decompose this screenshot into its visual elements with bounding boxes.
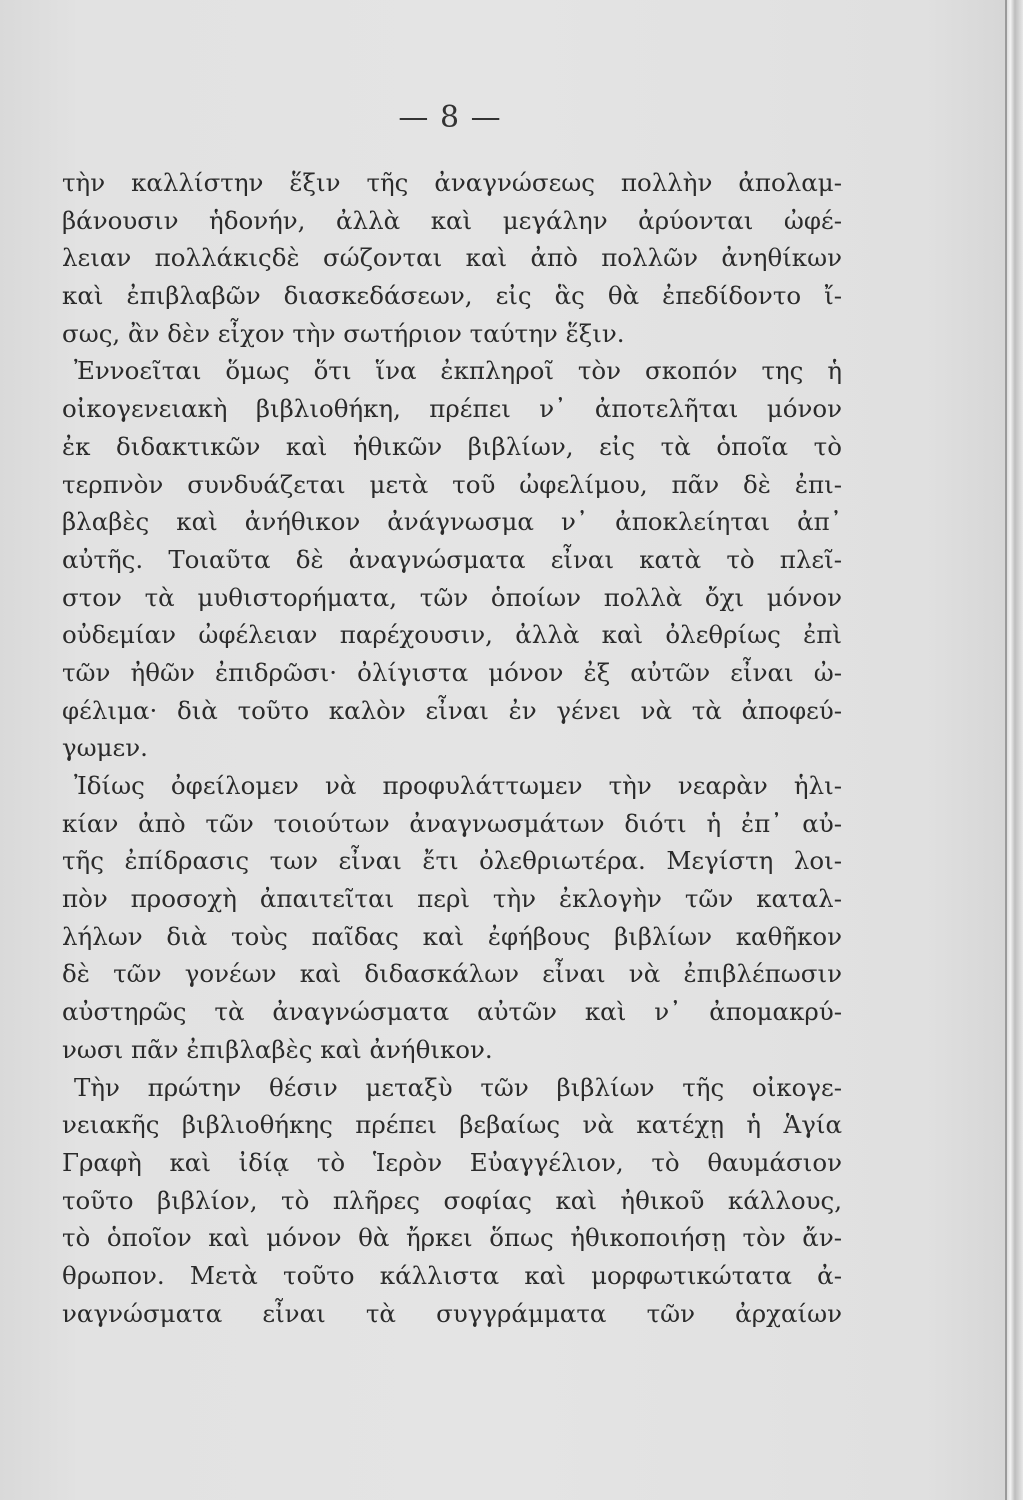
text-line: Γραφὴ καὶ ἰδίᾳ τὸ Ἱερὸν Εὐαγγέλιον, τὸ θαυμάσιον [62,1147,842,1177]
text-line: αὐτῆς. Τοιαῦτα δὲ ἀναγνώσματα εἶναι κατὰ τὸ πλεῖ- [62,544,842,574]
body-text [62,164,842,1332]
text-line: Ἐννοεῖται ὅμως ὅτι ἵνα ἐκπληροῖ τὸν σκοπόν της ἡ [74,356,842,386]
page-edge-line [1005,0,1007,1500]
text-line: ναγνώσματα εἶναι τὰ συγγράμματα τῶν ἀρχαίων [62,1298,842,1328]
text-line: αὐστηρῶς τὰ ἀναγνώσματα αὐτῶν καὶ ν᾽ ἀπομακρύ- [62,997,842,1027]
text-line: γωμεν. [62,733,148,763]
text-line: κίαν ἀπὸ τῶν τοιούτων ἀναγνωσμάτων διότι ἡ ἐπ᾽ αὐ- [62,808,842,838]
text-line: βλαβὲς καὶ ἀνήθικον ἀνάγνωσμα ν᾽ ἀποκλείηται ἀπ᾽ [62,507,842,537]
text-line: καὶ ἐπιβλαβῶν διασκεδάσεων, εἰς ἃς θὰ ἐπεδίδοντο ἴ- [62,281,842,311]
text-line: βάνουσιν ἡδονήν, ἀλλὰ καὶ μεγάλην ἀρύονται ὠφέ- [62,205,842,235]
text-line: δὲ τῶν γονέων καὶ διδασκάλων εἶναι νὰ ἐπιβλέπωσιν [62,959,842,989]
text-line: τοῦτο βιβλίον, τὸ πλῆρες σοφίας καὶ ἠθικοῦ κάλλους, [62,1185,842,1215]
text-line: λειαν πολλάκιςδὲ σώζονται καὶ ἀπὸ πολλῶν ἀνηθίκων [62,243,842,273]
text-line: πὸν προσοχὴ ἀπαιτεῖται περὶ τὴν ἐκλογὴν τῶν καταλ- [62,884,842,914]
text-line: θρωπον. Μετὰ τοῦτο κάλλιστα καὶ μορφωτικώτατα ἀ- [62,1260,842,1290]
text-line: τὸ ὁποῖον καὶ μόνον θὰ ἤρκει ὅπως ἠθικοποιήσῃ τὸν ἄν- [62,1223,842,1253]
text-line: στον τὰ μυθιστορήματα, τῶν ὁποίων πολλὰ ὄχι μόνον [62,582,842,612]
text-line: Τὴν πρώτην θέσιν μεταξὺ τῶν βιβλίων τῆς οἰκογε- [74,1072,842,1102]
text-line: οὐδεμίαν ὠφέλειαν παρέχουσιν, ἀλλὰ καὶ ὀλεθρίως ἐπὶ [62,620,842,650]
text-line: νειακῆς βιβλιοθήκης πρέπει βεβαίως νὰ κατέχῃ ἡ Ἁγία [62,1110,842,1140]
text-line: Ἰδίως ὀφείλομεν νὰ προφυλάττωμεν τὴν νεαρὰν ἡλι- [74,771,842,800]
text-line: ἐκ διδακτικῶν καὶ ἠθικῶν βιβλίων, εἰς τὰ ὁποῖα τὸ [62,431,842,461]
text-line: λήλων διὰ τοὺς παῖδας καὶ ἐφήβους βιβλίων καθῆκον [62,921,842,951]
text-line: τερπνὸν συνδυάζεται μετὰ τοῦ ὠφελίμου, πᾶν δὲ ἐπι- [62,469,842,499]
page-edge [1005,0,1023,1500]
text-line: σως, ἂν δὲν εἶχον τὴν σωτήριον ταύτην ἕξιν. [62,318,625,348]
text-line: φέλιμα· διὰ τοῦτο καλὸν εἶναι ἐν γένει νὰ τὰ ἀποφεύ- [62,695,842,725]
text-line: νωσι πᾶν ἐπιβλαβὲς καὶ ἀνήθικον. [62,1034,493,1064]
text-line: οἰκογενειακὴ βιβλιοθήκη, πρέπει ν᾽ ἀποτελῆται μόνον [62,394,842,424]
page-number: — 8 — [398,100,502,135]
text-line: τῶν ἠθῶν ἐπιδρῶσι· ὀλίγιστα μόνον ἐξ αὐτῶν εἶναι ὠ- [62,657,842,687]
text-line: τὴν καλλίστην ἕξιν τῆς ἀναγνώσεως πολλὴν ἀπολαμ- [62,168,842,197]
text-line: τῆς ἐπίδρασις των εἶναι ἔτι ὀλεθριωτέρα. Μεγίστη λοι- [62,846,842,876]
